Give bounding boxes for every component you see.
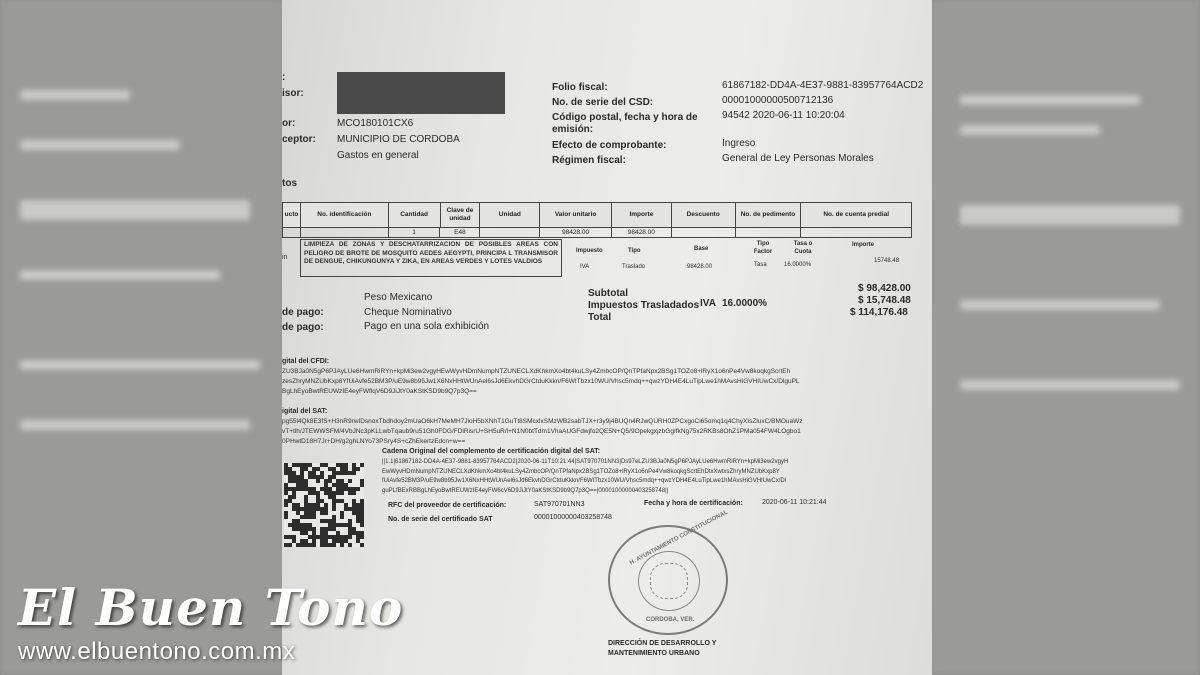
uso-cfdi-value: Gastos en general bbox=[337, 150, 419, 161]
col-header: No. de cuenta predial bbox=[823, 211, 890, 218]
regimen-label: Régimen fiscal: bbox=[552, 155, 626, 166]
conceptos-label: tos bbox=[282, 178, 297, 189]
col-header: ucto bbox=[283, 203, 301, 227]
qr-module bbox=[320, 483, 324, 487]
qr-module bbox=[308, 467, 312, 471]
qr-module bbox=[360, 475, 364, 479]
table-cell bbox=[283, 228, 301, 237]
col-header: No. de pedimento bbox=[736, 203, 802, 227]
qr-module bbox=[284, 495, 288, 499]
header-edge-label: : bbox=[282, 72, 286, 83]
qr-module bbox=[360, 539, 364, 543]
stamp-under-1: DIRECCIÓN DE DESARROLLO Y bbox=[608, 640, 717, 647]
metodo-pago-label: de pago: bbox=[282, 322, 324, 333]
qr-module bbox=[360, 527, 364, 531]
municipal-stamp bbox=[608, 509, 729, 635]
qr-module bbox=[316, 531, 320, 535]
impuestos-rate: 16.0000% bbox=[722, 298, 768, 309]
col-header: No. identificación bbox=[301, 203, 389, 227]
blurred-right-background bbox=[930, 0, 1200, 675]
qr-module bbox=[328, 471, 332, 475]
cp-value: 94542 2020-06-11 10:20:04 bbox=[722, 110, 845, 121]
qr-module bbox=[312, 499, 316, 503]
receptor-name: MUNICIPIO DE CORDOBA bbox=[337, 134, 460, 145]
cadena-line: fUiAvfe52BM3P/uE9w8b95Jw1X6NxHHtWUnAel6sJd6EkvhDGrCtduKkkn/F6WITbzx10WU/Vhsc5mdq++qwzYDH4E4LuTipLwe1hMAvsHiGVHIUwCx/Dl bbox=[382, 478, 787, 484]
tax-tipo-factor: Tasa bbox=[754, 262, 767, 268]
table-cell bbox=[480, 228, 540, 237]
ghost-text bbox=[20, 90, 130, 100]
sello-cfdi-line: BgLhEyoBwtREUWzIE4eyFWflqV6D9JiJtY0aKStKSD9b9Q7p3Q== bbox=[282, 388, 477, 395]
table-cell bbox=[801, 228, 911, 237]
ghost-text bbox=[20, 420, 250, 430]
tax-header-tipo: Tipo bbox=[628, 248, 641, 254]
invoice-document bbox=[282, 0, 932, 675]
concept-description: LIMPIEZA DE ZONAS Y DESCHATARRIZACION DE POSIBLES AREAS CON PELIGRO DE BROTE DE MOSQUITO AEDES AEGYPTI, PRINCIPA L TRANSMISOR DE DENGUE, CHIKUNGUNYA Y ZIKA, EN AREAS VERDES Y LOTES VALDIOS bbox=[300, 239, 562, 277]
regimen-value: General de Ley Personas Morales bbox=[722, 153, 874, 164]
tax-base: 98428.00 bbox=[687, 264, 713, 270]
qr-module bbox=[332, 531, 336, 535]
rfc-proveedor-value: SAT970701NN3 bbox=[534, 501, 585, 508]
qr-module bbox=[328, 539, 332, 543]
sello-sat-line: 0PHwtD18H7Jr+DH/g2ghLNYo73PSry4S+cZhEkertzEdcn+w== bbox=[282, 438, 466, 445]
cadena-line: ||1.1|61867182-DD4A-4E37-9881-83957764ACD2|2020-06-11T10:21:44|SAT970701NN3|Ds97eLZU3BJa0N5gP6PJAyLUe6HwmRiRYn+kpMi3ew2vgyH bbox=[382, 459, 789, 465]
sello-sat-line: pg55l4Qk8E3fS+H3nR9rwIDsnoxTbdhdoy2mUaO6kH7MeMH7JloH5bXNhT1GuTt8SMcxlxSMzWB2sabTJX+r3y9j4BUQn4RJwQURH0ZPCxgoCi65omq1q4ChyXIsZluxC/BMOuaWz bbox=[282, 418, 803, 425]
qr-module bbox=[328, 515, 332, 519]
serie-sat-label: No. de serie del certificado SAT bbox=[388, 516, 493, 523]
efecto-label: Efecto de comprobante: bbox=[552, 140, 667, 151]
col-header: Descuento bbox=[672, 203, 736, 227]
qr-module bbox=[296, 539, 300, 543]
qr-module bbox=[356, 543, 360, 547]
emisor-label: isor: bbox=[282, 88, 304, 99]
redacted-emisor-name bbox=[337, 72, 505, 114]
tax-tipo: Traslado bbox=[622, 264, 646, 270]
ghost-text bbox=[20, 360, 260, 370]
qr-module bbox=[292, 543, 296, 547]
qr-module bbox=[308, 539, 312, 543]
total-value: $ 114,176.48 bbox=[850, 307, 908, 318]
qr-module bbox=[296, 471, 300, 475]
ghost-text bbox=[960, 205, 1180, 225]
qr-module bbox=[356, 499, 360, 503]
qr-module bbox=[344, 543, 348, 547]
table-cell bbox=[736, 228, 802, 237]
qr-code bbox=[284, 463, 364, 547]
stamp-ring-top: H. AYUNTAMIENTO CONSTITUCIONAL bbox=[629, 509, 729, 567]
concept-row-label: in bbox=[282, 254, 288, 261]
qr-module bbox=[300, 503, 304, 507]
fecha-certificacion-value: 2020-06-11 10:21:44 bbox=[762, 499, 827, 506]
table-cell: E48 bbox=[440, 228, 480, 237]
qr-module bbox=[320, 503, 324, 507]
subtotal-label: Subtotal bbox=[588, 288, 628, 299]
tax-header-importe: Importe bbox=[852, 242, 875, 248]
forma-pago-label: de pago: bbox=[282, 307, 324, 318]
impuestos-value: $ 15,748.48 bbox=[858, 295, 911, 306]
table-cell: 98428.00 bbox=[612, 228, 672, 237]
cadena-label: Cadena Original del complemento de certificación digital del SAT: bbox=[382, 448, 601, 455]
tax-header-base: Base bbox=[694, 246, 709, 252]
sello-sat-line: vT+tlh/JTEWWSFM/4VbJNc3pKLLwbTqaub9ru51Gh0FDG/FDlRisrU+SH5uR/l+N1N0btTdm1VhaAUGFdwjfo2QE5N+Q5/9OpekgxjzbGgIfkNg75x2RKBs8OhZ1PMa054FW4LOgbo1 bbox=[282, 428, 801, 435]
ghost-text bbox=[960, 380, 1180, 390]
blurred-left-background bbox=[0, 0, 288, 675]
tax-importe: 15748.48 bbox=[874, 258, 900, 264]
sello-cfdi-label: gital del CFDI: bbox=[282, 358, 330, 365]
ghost-text bbox=[960, 95, 1140, 105]
qr-module bbox=[344, 519, 348, 523]
qr-module bbox=[332, 487, 336, 491]
col-header: Clave de unidad bbox=[441, 203, 481, 227]
ghost-text bbox=[20, 270, 220, 280]
col-header: Importe bbox=[612, 203, 672, 227]
serie-sat-value: 00001000000403258748 bbox=[534, 514, 612, 521]
folio-label: Folio fiscal: bbox=[552, 82, 608, 93]
qr-module bbox=[316, 471, 320, 475]
el-buen-tono-url: www.elbuentono.com.mx bbox=[18, 638, 296, 665]
fecha-certificacion-label: Fecha y hora de certificación: bbox=[644, 500, 743, 507]
table-row bbox=[282, 228, 912, 238]
metodo-pago-value: Pago en una sola exhibición bbox=[364, 321, 490, 332]
table-cell bbox=[672, 228, 736, 237]
col-header: Valor unitario bbox=[540, 203, 612, 227]
sello-sat-label: igital del SAT: bbox=[282, 408, 328, 415]
rfc-proveedor-label: RFC del proveedor de certificación: bbox=[388, 502, 507, 509]
qr-module bbox=[316, 543, 320, 547]
tax-header-tasa: Tasa o Cuota bbox=[793, 241, 813, 255]
ghost-text bbox=[960, 125, 1100, 135]
qr-module bbox=[292, 483, 296, 487]
col-header: Unidad bbox=[480, 203, 540, 227]
table-cell: 98428.00 bbox=[540, 228, 612, 237]
sello-sat-text bbox=[282, 417, 803, 447]
impuestos-tax: IVA bbox=[700, 298, 716, 309]
rfc-receptor-label: or: bbox=[282, 118, 296, 129]
cp-label-2: emisión: bbox=[552, 124, 594, 135]
sello-cfdi-line: ZU3BJa0N5gP6PJAyLUe6HwmRiRYn+kpMi3ew2vgyHEwWyvHDmNumpNTZUNECLXdKhkmXo4bt4kuLSy4ZmbcOP/QnTPfaNpx2BSg1TOZo8+lRyX1o6nPe4Vw8koqkgScrtEh bbox=[282, 368, 791, 375]
total-label: Total bbox=[588, 312, 612, 323]
qr-module bbox=[300, 511, 304, 515]
ghost-text bbox=[20, 200, 250, 220]
concepts-table-header bbox=[282, 202, 912, 228]
tax-header-tipo-factor: Tipo Factor bbox=[753, 241, 773, 255]
ghost-text bbox=[20, 140, 180, 150]
csd-value: 00001000000500712136 bbox=[722, 95, 834, 106]
qr-module bbox=[324, 523, 328, 527]
tax-header-impuesto: Impuesto bbox=[576, 248, 603, 254]
sello-cfdi-line: zesZhryMNZUbKxp8YfUiAvfe52BM3P/uE9w8b95Jw1X6NxHHtWUnAel6sJd6EkvhDGrCtduKkkn/F6WITbzx10WU/Vhsc5mdq++qwzYDH4E4LuTipLwe1hMAvsHiGVHIUwCx/DlguPL bbox=[282, 378, 800, 385]
stamp-seal-emblem bbox=[650, 563, 688, 599]
el-buen-tono-logo: El Buen Tono bbox=[18, 578, 404, 637]
impuestos-label: Impuestos Trasladados bbox=[588, 300, 700, 311]
receptor-label: ceptor: bbox=[282, 134, 316, 145]
sello-cfdi-text bbox=[282, 367, 800, 397]
qr-module bbox=[324, 475, 328, 479]
folio-value: 61867182-DD4A-4E37-9881-83957764ACD2 bbox=[722, 80, 924, 91]
qr-module bbox=[348, 467, 352, 471]
qr-module bbox=[308, 531, 312, 535]
qr-module bbox=[336, 467, 340, 471]
csd-label: No. de serie del CSD: bbox=[552, 97, 654, 108]
qr-module bbox=[332, 479, 336, 483]
qr-module bbox=[344, 531, 348, 535]
table-cell bbox=[301, 228, 389, 237]
col-header: Cantidad bbox=[389, 203, 441, 227]
qr-module bbox=[288, 491, 292, 495]
cadena-line: EwWyvHDmNumpNTZUNECLXdKhkmXo4bt4kuLSy4ZmbcOP/QnTPfaNpx2BSg1TOZo8+lRyX1o6nPe4Vw8koqkgScrtEhDtxXwtxsZhryMNZUbKxp8Y bbox=[382, 468, 780, 475]
qr-module bbox=[336, 543, 340, 547]
qr-module bbox=[348, 503, 352, 507]
tax-impuesto: IVA bbox=[580, 264, 590, 270]
stamp-under-2: MANTENIMIENTO URBANO bbox=[608, 650, 700, 657]
moneda-value: Peso Mexicano bbox=[364, 292, 433, 303]
subtotal-value: $ 98,428.00 bbox=[858, 283, 911, 294]
qr-module bbox=[288, 519, 292, 523]
tax-tasa: 16.0000% bbox=[784, 262, 812, 268]
efecto-value: Ingreso bbox=[722, 138, 756, 149]
table-cell: 1 bbox=[389, 228, 441, 237]
cadena-line: guPLfBExRBBgLhEyoBwtREUWzIE4eyFW6cV6D9JiJtY0aKStKSD9b9Q7p3Q==|00001000000403258748|| bbox=[382, 487, 669, 494]
qr-module bbox=[360, 495, 364, 499]
cp-label: Código postal, fecha y hora de bbox=[552, 112, 698, 123]
ghost-text bbox=[960, 300, 1160, 310]
forma-pago-value: Cheque Nominativo bbox=[364, 307, 452, 318]
rfc-receptor-value: MCO180101CX6 bbox=[337, 118, 414, 129]
stamp-ring-bottom: CORDOBA, VER. bbox=[646, 617, 695, 623]
cadena-text bbox=[382, 458, 788, 496]
